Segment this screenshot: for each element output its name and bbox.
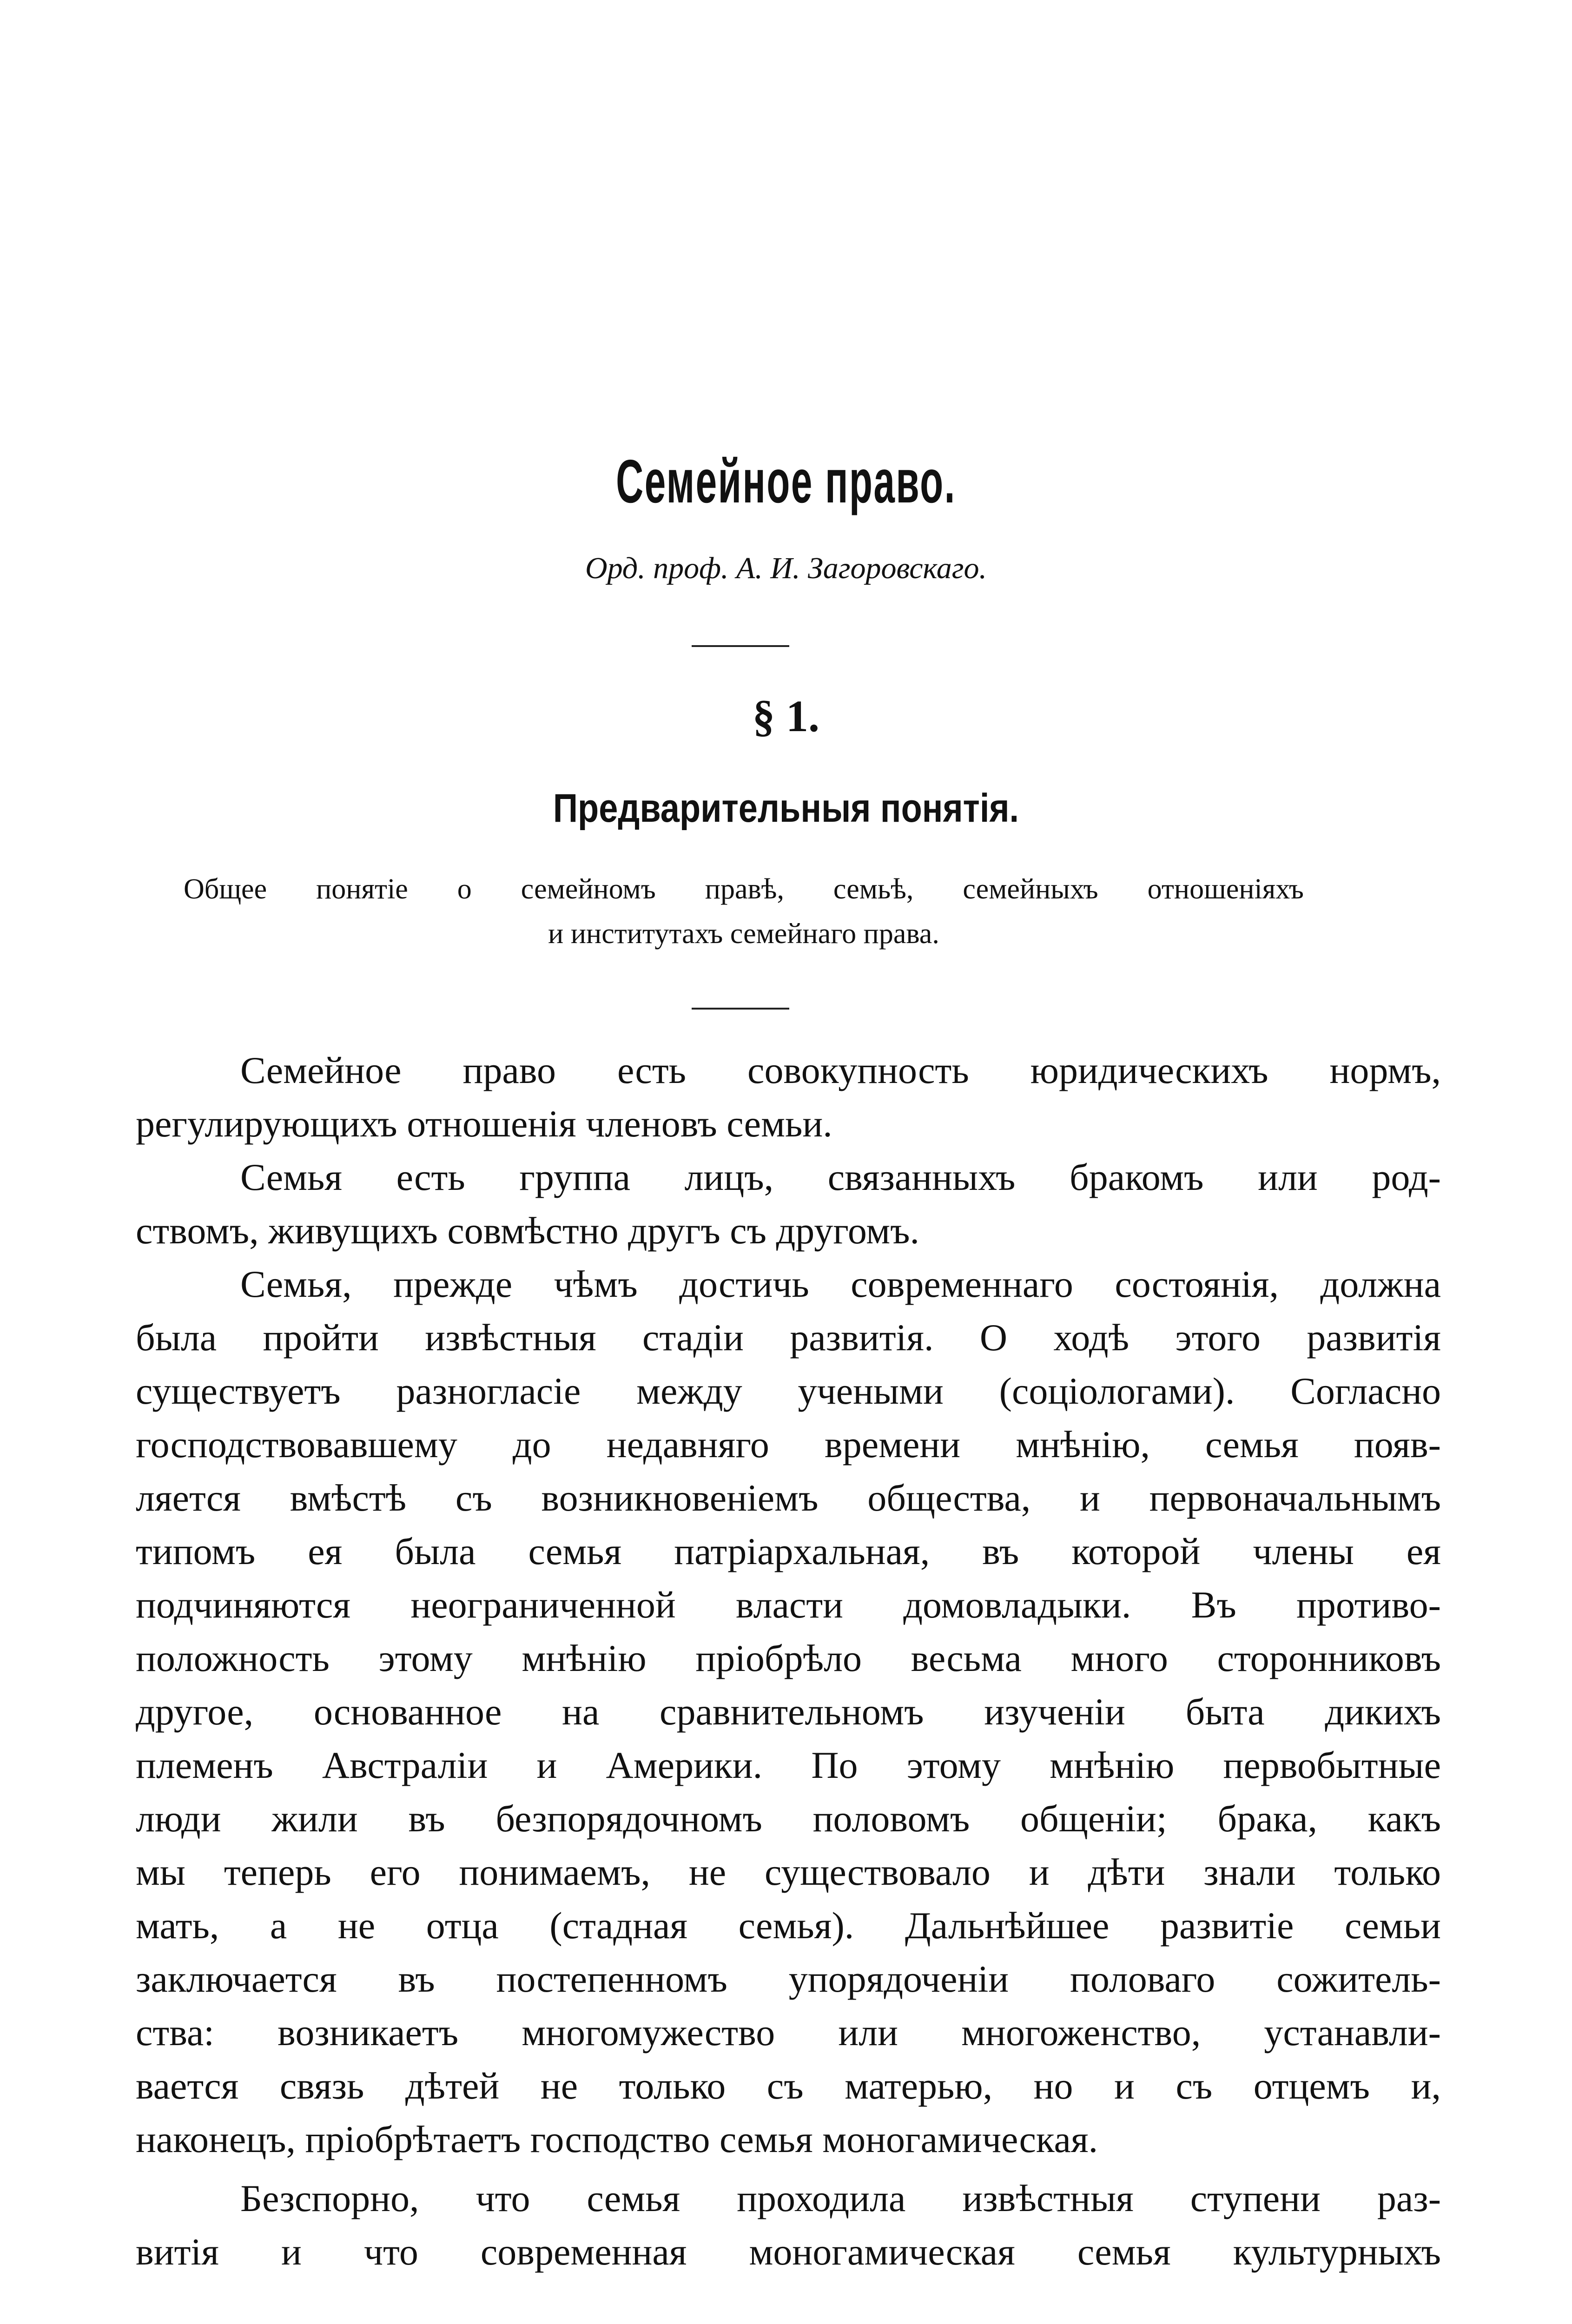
text-line: Семья есть группа лицъ, связанныхъ бракомъ или род- — [240, 1156, 1441, 1198]
text-line: вается связь дѣтей не только съ матерью, но и съ отцемъ и, — [136, 2065, 1441, 2107]
summary-line: Общее понятіе о семейномъ правѣ, семьѣ, семейныхъ отношеніяхъ — [184, 873, 1304, 905]
section-number: § 1. — [753, 691, 819, 741]
section-summary — [184, 867, 1304, 956]
text-line: заключается въ постепенномъ упорядоченіи половаго сожитель- — [136, 1958, 1441, 2000]
text-line: мы теперь его понимаемъ, не существовало и дѣти знали только — [136, 1851, 1441, 1893]
text-line: люди жили въ безпорядочномъ половомъ общеніи; брака, какъ — [136, 1797, 1441, 1840]
divider-rule — [692, 1008, 789, 1010]
text-line: Семья, прежде чѣмъ достичь современнаго состоянія, должна — [240, 1263, 1441, 1305]
text-line: мать, а не отца (стадная семья). Дальнѣйшее развитіе семьи — [136, 1904, 1441, 1947]
divider-rule — [692, 645, 789, 647]
text-line: существуетъ разногласіе между учеными (соціологами). Согласно — [136, 1370, 1441, 1412]
text-line: Семейное право есть совокупность юридическихъ нормъ, — [240, 1049, 1441, 1091]
text-line: витія и что современная моногамическая семья культурныхъ — [136, 2231, 1441, 2273]
text-line: племенъ Австраліи и Америки. По этому мнѣнію первобытные — [136, 1744, 1441, 1786]
text-line: регулирующихъ отношенія членовъ семьи. — [136, 1103, 832, 1145]
body-text — [136, 1043, 1441, 2278]
text-line: типомъ ея была семья патріархальная, въ которой члены ея — [136, 1530, 1441, 1572]
text-line: Безспорно, что семья проходила извѣстныя ступени раз- — [240, 2177, 1441, 2219]
text-line: господствовавшему до недавняго времени мнѣнію, семья появ- — [136, 1423, 1441, 1466]
text-line: ляется вмѣстѣ съ возникновеніемъ общества, и первоначальнымъ — [136, 1477, 1441, 1519]
summary-line: и институтахъ семейнаго права. — [548, 918, 939, 950]
paragraph-gap — [136, 2166, 1441, 2172]
text-line: подчиняются неограниченной власти домовладыки. Въ противо- — [136, 1584, 1441, 1626]
text-line: ствомъ, живущихъ совмѣстно другъ съ другомъ. — [136, 1209, 920, 1252]
text-line: наконецъ, пріобрѣтаетъ господство семья моногамическая. — [136, 2118, 1098, 2160]
text-line: ства: возникаетъ многомужество или многоженство, устанавли- — [136, 2011, 1441, 2053]
text-line: была пройти извѣстныя стадіи развитія. О ходѣ этого развитія — [136, 1316, 1441, 1359]
text-line: другое, основанное на сравнительномъ изученіи быта дикихъ — [136, 1690, 1441, 1733]
text-line: положность этому мнѣнію пріобрѣло весьма много сторонниковъ — [136, 1637, 1441, 1679]
author-line: Орд. проф. А. И. Загоровскаго. — [585, 551, 987, 585]
section-heading: Предварительныя понятія. — [553, 786, 1019, 831]
chapter-title: Семейное право. — [616, 447, 956, 515]
